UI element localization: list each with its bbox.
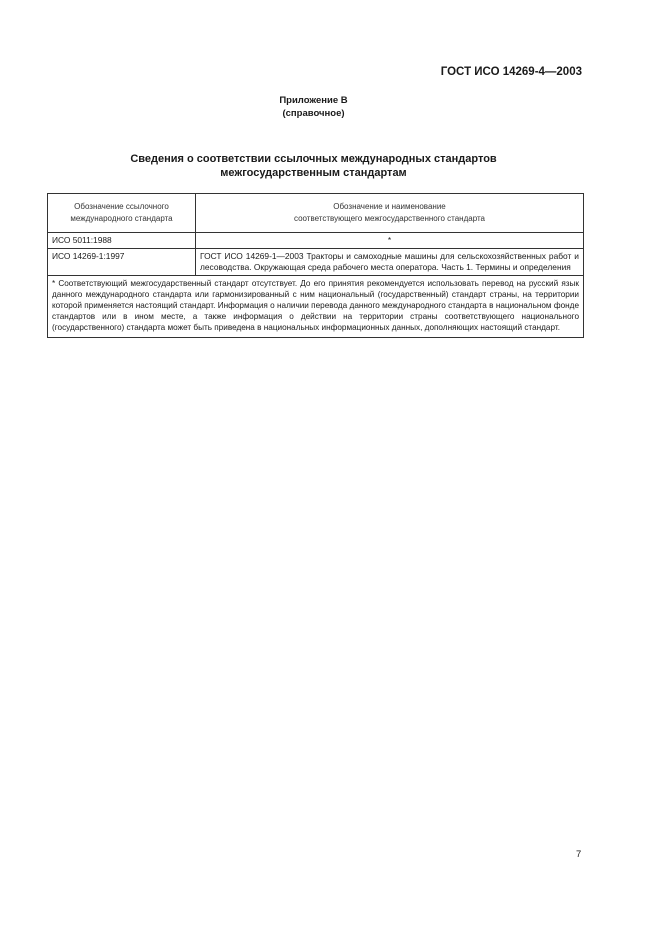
header-interstate-line2: соответствующего межгосударственного стандарта bbox=[293, 214, 486, 223]
table-row bbox=[48, 233, 584, 249]
interstate-standard-cell: ГОСТ ИСО 14269-1—2003 Тракторы и самоходные машины для сельскохозяйственных работ и лесоводства. Окружающая среда рабочего места оператора. Часть 1. Термины и определения bbox=[200, 251, 579, 272]
appendix-heading bbox=[0, 95, 627, 120]
table-header-row bbox=[48, 194, 584, 233]
header-intl-line1: Обозначение ссылочного bbox=[74, 202, 169, 211]
intl-standard-cell: ИСО 14269-1:1997 bbox=[52, 251, 125, 261]
correspondence-table bbox=[47, 193, 584, 338]
appendix-label: Приложение В bbox=[279, 95, 348, 106]
header-intl-standard bbox=[48, 194, 196, 233]
intl-standard-cell: ИСО 5011:1988 bbox=[52, 235, 112, 245]
header-interstate-line1: Обозначение и наименование bbox=[333, 202, 446, 211]
table-footnote-row bbox=[48, 276, 584, 338]
appendix-type: (справочное) bbox=[282, 107, 345, 119]
header-intl-line2: международного стандарта bbox=[70, 214, 173, 223]
section-title bbox=[0, 153, 627, 180]
section-title-line1: Сведения о соответствии ссылочных международных стандартов bbox=[130, 153, 497, 165]
interstate-standard-cell: * bbox=[387, 235, 392, 245]
standard-code: ГОСТ ИСО 14269-4—2003 bbox=[440, 66, 582, 78]
page-number: 7 bbox=[576, 849, 582, 860]
header-interstate-standard bbox=[196, 194, 584, 233]
table-footnote: * Соответствующий межгосударственный стандарт отсутствует. До его принятия рекомендуется использовать перевод на русский язык данного международного стандарта или гармонизированный с ним национальный (государственный) стандарт страны, на территории которой применяется настоящий стандарт. Информация о наличии перевода данного международного стандарта в национальном фонде стандартов или в ином месте, а также информация о действии на территории страны соответствующего национального (государственного) стандарта может быть приведена в национальных информационных данных, дополняющих настоящий стандарт. bbox=[52, 279, 579, 332]
section-title-line2: межгосударственным стандартам bbox=[220, 166, 407, 179]
table-row bbox=[48, 249, 584, 276]
